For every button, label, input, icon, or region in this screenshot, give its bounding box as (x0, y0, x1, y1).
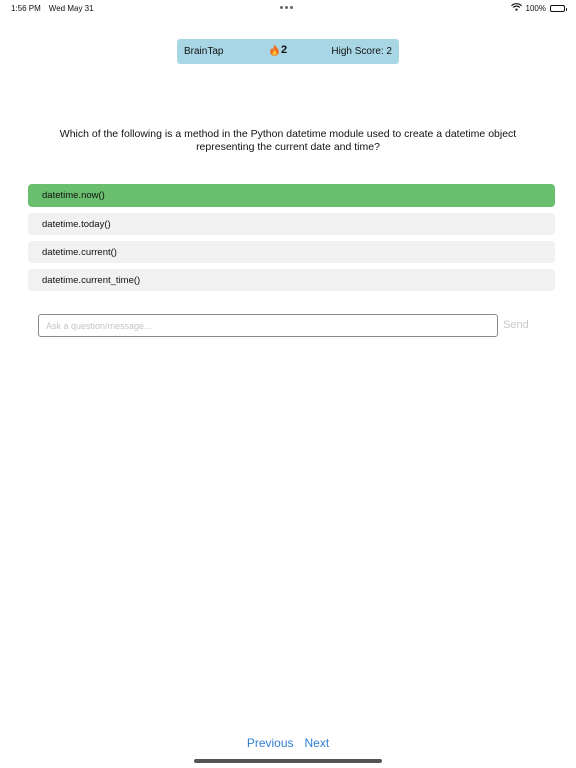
status-left (11, 4, 94, 13)
bottom-nav (0, 736, 576, 750)
status-right (511, 3, 565, 13)
high-score: High Score: 2 (331, 46, 392, 57)
score-header (177, 39, 399, 64)
status-bar (0, 0, 576, 16)
status-date: Wed May 31 (48, 4, 94, 13)
previous-button[interactable]: Previous (246, 736, 294, 750)
app-title: BrainTap (184, 46, 224, 57)
answer-list (28, 184, 555, 297)
answer-option[interactable] (28, 213, 555, 235)
home-indicator[interactable] (194, 759, 382, 763)
multitasking-dots-icon[interactable] (280, 6, 293, 9)
battery-percent: 100% (525, 3, 546, 13)
answer-label: datetime.today() (42, 218, 111, 230)
message-input[interactable] (38, 314, 498, 337)
answer-label: datetime.now() (42, 190, 105, 201)
answer-option[interactable] (28, 241, 555, 263)
question-text: Which of the following is a method in the Python datetime module used to create a datetime object representing the current date and time? (59, 128, 517, 153)
answer-label: datetime.current() (42, 246, 117, 258)
answer-option[interactable] (28, 269, 555, 291)
streak-count: 2 (281, 44, 288, 56)
answer-option-correct[interactable] (28, 184, 555, 207)
send-button[interactable]: Send (503, 319, 529, 331)
wifi-icon (511, 3, 522, 13)
battery-icon (550, 5, 565, 12)
answer-label: datetime.current_time() (42, 274, 141, 286)
flame-icon (269, 44, 280, 56)
streak-counter (269, 44, 287, 56)
status-time: 1:56 PM (11, 4, 41, 13)
next-button[interactable]: Next (304, 736, 330, 750)
